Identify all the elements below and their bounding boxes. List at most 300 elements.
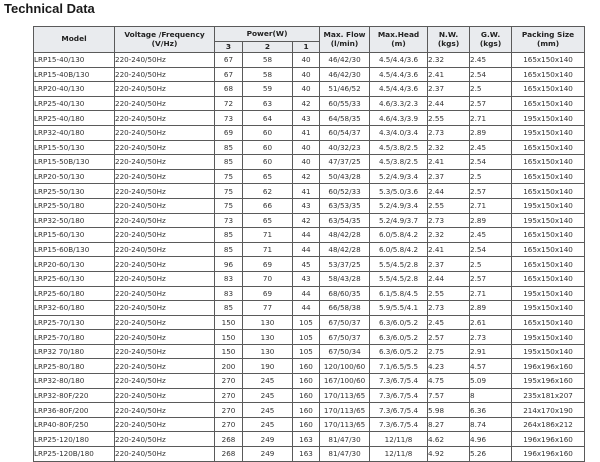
cell-power-2: 249 xyxy=(243,447,293,462)
table-row xyxy=(34,169,585,184)
cell-voltage: 220-240/50Hz xyxy=(115,417,215,432)
cell-voltage: 220-240/50Hz xyxy=(115,330,215,345)
cell-voltage: 220-240/50Hz xyxy=(115,301,215,316)
cell-power-2: 245 xyxy=(243,388,293,403)
cell-power-3: 75 xyxy=(215,169,243,184)
cell-voltage: 220-240/50Hz xyxy=(115,286,215,301)
cell-voltage: 220-240/50Hz xyxy=(115,155,215,170)
cell-power-2: 64 xyxy=(243,111,293,126)
cell-net-weight: 2.73 xyxy=(428,125,470,140)
cell-max-flow: 67/50/37 xyxy=(320,315,370,330)
cell-max-head: 4.5/3.8/2.5 xyxy=(370,155,428,170)
cell-power-2: 63 xyxy=(243,96,293,111)
cell-power-3: 67 xyxy=(215,53,243,68)
cell-max-head: 7.3/6.7/5.4 xyxy=(370,417,428,432)
cell-max-flow: 40/32/23 xyxy=(320,140,370,155)
cell-model: LRP40-80F/250 xyxy=(34,417,115,432)
cell-net-weight: 2.32 xyxy=(428,228,470,243)
cell-gross-weight: 2.54 xyxy=(470,155,512,170)
cell-voltage: 220-240/50Hz xyxy=(115,96,215,111)
header-power: Power(W) xyxy=(215,27,320,42)
cell-power-3: 85 xyxy=(215,155,243,170)
cell-power-1: 105 xyxy=(293,344,320,359)
cell-model: LRP25-60/130 xyxy=(34,271,115,286)
cell-net-weight: 5.98 xyxy=(428,403,470,418)
cell-packing-size: 195x150x140 xyxy=(512,344,585,359)
header-voltage: Voltage /Frequency (V/Hz) xyxy=(115,27,215,53)
cell-model: LRP25-120/180 xyxy=(34,432,115,447)
cell-max-head: 4.5/4.4/3.6 xyxy=(370,67,428,82)
cell-max-flow: 60/55/33 xyxy=(320,96,370,111)
cell-max-head: 6.0/5.8/4.2 xyxy=(370,242,428,257)
cell-max-head: 6.3/6.0/5.2 xyxy=(370,315,428,330)
cell-power-2: 65 xyxy=(243,213,293,228)
cell-power-3: 73 xyxy=(215,111,243,126)
cell-max-head: 4.5/3.8/2.5 xyxy=(370,140,428,155)
cell-voltage: 220-240/50Hz xyxy=(115,388,215,403)
table-row xyxy=(34,125,585,140)
table-row xyxy=(34,242,585,257)
cell-packing-size: 235x181x207 xyxy=(512,388,585,403)
cell-power-1: 160 xyxy=(293,403,320,418)
cell-max-flow: 58/43/28 xyxy=(320,271,370,286)
cell-model: LRP15-60B/130 xyxy=(34,242,115,257)
cell-max-head: 5.5/4.5/2.8 xyxy=(370,271,428,286)
cell-max-flow: 63/53/35 xyxy=(320,198,370,213)
cell-power-2: 249 xyxy=(243,432,293,447)
cell-max-flow: 66/58/38 xyxy=(320,301,370,316)
cell-net-weight: 4.92 xyxy=(428,447,470,462)
cell-power-3: 270 xyxy=(215,403,243,418)
table-row xyxy=(34,286,585,301)
table-row xyxy=(34,111,585,126)
cell-power-1: 44 xyxy=(293,301,320,316)
cell-voltage: 220-240/50Hz xyxy=(115,198,215,213)
table-row xyxy=(34,432,585,447)
cell-net-weight: 2.41 xyxy=(428,155,470,170)
cell-power-3: 73 xyxy=(215,213,243,228)
table-row xyxy=(34,257,585,272)
cell-packing-size: 165x150x140 xyxy=(512,155,585,170)
cell-voltage: 220-240/50Hz xyxy=(115,67,215,82)
cell-power-3: 67 xyxy=(215,67,243,82)
cell-max-head: 12/11/8 xyxy=(370,432,428,447)
cell-power-3: 270 xyxy=(215,374,243,389)
cell-gross-weight: 2.5 xyxy=(470,82,512,97)
cell-power-3: 200 xyxy=(215,359,243,374)
cell-max-head: 6.0/5.8/4.2 xyxy=(370,228,428,243)
cell-power-1: 44 xyxy=(293,228,320,243)
cell-power-1: 105 xyxy=(293,315,320,330)
cell-max-flow: 51/46/52 xyxy=(320,82,370,97)
cell-voltage: 220-240/50Hz xyxy=(115,447,215,462)
table-body xyxy=(34,53,585,462)
cell-power-1: 160 xyxy=(293,374,320,389)
cell-packing-size: 165x150x140 xyxy=(512,184,585,199)
cell-max-head: 5.2/4.9/3.4 xyxy=(370,198,428,213)
cell-max-flow: 47/37/25 xyxy=(320,155,370,170)
cell-gross-weight: 8.74 xyxy=(470,417,512,432)
cell-power-3: 85 xyxy=(215,228,243,243)
cell-model: LRP20-50/130 xyxy=(34,169,115,184)
cell-voltage: 220-240/50Hz xyxy=(115,184,215,199)
cell-model: LRP32-60/180 xyxy=(34,301,115,316)
cell-model: LRP15-40B/130 xyxy=(34,67,115,82)
cell-net-weight: 2.55 xyxy=(428,286,470,301)
cell-net-weight: 4.23 xyxy=(428,359,470,374)
cell-packing-size: 195x150x140 xyxy=(512,286,585,301)
cell-power-3: 69 xyxy=(215,125,243,140)
cell-max-flow: 46/42/30 xyxy=(320,53,370,68)
cell-voltage: 220-240/50Hz xyxy=(115,359,215,374)
cell-power-1: 40 xyxy=(293,53,320,68)
cell-voltage: 220-240/50Hz xyxy=(115,140,215,155)
cell-net-weight: 2.73 xyxy=(428,301,470,316)
cell-power-1: 42 xyxy=(293,96,320,111)
cell-model: LRP25-50/180 xyxy=(34,198,115,213)
cell-model: LRP36-80F/200 xyxy=(34,403,115,418)
cell-net-weight: 2.37 xyxy=(428,169,470,184)
table-row xyxy=(34,184,585,199)
cell-gross-weight: 2.45 xyxy=(470,228,512,243)
cell-gross-weight: 4.57 xyxy=(470,359,512,374)
cell-max-flow: 170/113/65 xyxy=(320,388,370,403)
cell-max-head: 6.1/5.8/4.5 xyxy=(370,286,428,301)
cell-gross-weight: 2.5 xyxy=(470,169,512,184)
table-row xyxy=(34,330,585,345)
cell-power-3: 83 xyxy=(215,286,243,301)
cell-power-1: 160 xyxy=(293,388,320,403)
table-row xyxy=(34,82,585,97)
cell-net-weight: 2.75 xyxy=(428,344,470,359)
cell-gross-weight: 2.71 xyxy=(470,198,512,213)
cell-power-2: 65 xyxy=(243,169,293,184)
table-row xyxy=(34,96,585,111)
cell-packing-size: 196x196x160 xyxy=(512,432,585,447)
cell-power-1: 40 xyxy=(293,155,320,170)
table-row xyxy=(34,359,585,374)
cell-max-flow: 60/54/37 xyxy=(320,125,370,140)
cell-model: LRP32-50/180 xyxy=(34,213,115,228)
cell-gross-weight: 5.09 xyxy=(470,374,512,389)
technical-data-table xyxy=(33,26,585,462)
cell-power-2: 60 xyxy=(243,140,293,155)
cell-power-1: 43 xyxy=(293,111,320,126)
cell-power-2: 60 xyxy=(243,155,293,170)
cell-max-head: 4.5/4.4/3.6 xyxy=(370,53,428,68)
cell-max-head: 5.2/4.9/3.7 xyxy=(370,213,428,228)
cell-gross-weight: 2.89 xyxy=(470,125,512,140)
header-power-speed-1: 1 xyxy=(293,42,320,53)
cell-max-flow: 63/54/35 xyxy=(320,213,370,228)
cell-packing-size: 165x150x140 xyxy=(512,315,585,330)
cell-max-flow: 68/60/35 xyxy=(320,286,370,301)
cell-net-weight: 2.55 xyxy=(428,198,470,213)
cell-power-2: 130 xyxy=(243,344,293,359)
cell-packing-size: 165x150x140 xyxy=(512,242,585,257)
cell-gross-weight: 5.26 xyxy=(470,447,512,462)
cell-power-2: 130 xyxy=(243,315,293,330)
table-row xyxy=(34,417,585,432)
cell-max-flow: 120/100/60 xyxy=(320,359,370,374)
cell-power-1: 40 xyxy=(293,67,320,82)
cell-model: LRP25-60/180 xyxy=(34,286,115,301)
cell-max-head: 4.5/4.4/3.6 xyxy=(370,82,428,97)
cell-net-weight: 2.45 xyxy=(428,315,470,330)
cell-net-weight: 2.55 xyxy=(428,111,470,126)
cell-power-3: 72 xyxy=(215,96,243,111)
cell-max-flow: 170/113/65 xyxy=(320,417,370,432)
table-row xyxy=(34,374,585,389)
cell-power-3: 150 xyxy=(215,344,243,359)
cell-max-head: 4.6/3.3/2.3 xyxy=(370,96,428,111)
cell-voltage: 220-240/50Hz xyxy=(115,374,215,389)
cell-model: LRP20-60/130 xyxy=(34,257,115,272)
cell-model: LRP20-40/130 xyxy=(34,82,115,97)
cell-max-head: 6.3/6.0/5.2 xyxy=(370,330,428,345)
cell-power-1: 163 xyxy=(293,432,320,447)
cell-model: LRP15-50B/130 xyxy=(34,155,115,170)
cell-max-flow: 64/58/35 xyxy=(320,111,370,126)
table-row xyxy=(34,301,585,316)
cell-max-flow: 67/50/37 xyxy=(320,330,370,345)
cell-gross-weight: 2.5 xyxy=(470,257,512,272)
cell-max-flow: 81/47/30 xyxy=(320,447,370,462)
cell-power-1: 44 xyxy=(293,286,320,301)
cell-packing-size: 165x150x140 xyxy=(512,82,585,97)
cell-max-head: 5.9/5.5/4.1 xyxy=(370,301,428,316)
cell-power-1: 160 xyxy=(293,359,320,374)
cell-gross-weight: 2.71 xyxy=(470,111,512,126)
cell-power-3: 68 xyxy=(215,82,243,97)
cell-gross-weight: 2.71 xyxy=(470,286,512,301)
cell-voltage: 220-240/50Hz xyxy=(115,82,215,97)
header-power-speed-3: 3 xyxy=(215,42,243,53)
cell-max-flow: 60/52/33 xyxy=(320,184,370,199)
page-title: Technical Data xyxy=(4,1,95,16)
table-row xyxy=(34,67,585,82)
table-row xyxy=(34,447,585,462)
cell-max-flow: 170/113/65 xyxy=(320,403,370,418)
cell-packing-size: 195x196x160 xyxy=(512,374,585,389)
cell-gross-weight: 2.54 xyxy=(470,67,512,82)
cell-power-3: 270 xyxy=(215,417,243,432)
cell-packing-size: 264x186x212 xyxy=(512,417,585,432)
cell-packing-size: 165x150x140 xyxy=(512,257,585,272)
cell-power-1: 41 xyxy=(293,125,320,140)
cell-max-head: 5.2/4.9/3.4 xyxy=(370,169,428,184)
cell-packing-size: 195x150x140 xyxy=(512,330,585,345)
cell-power-2: 245 xyxy=(243,374,293,389)
cell-max-flow: 50/43/28 xyxy=(320,169,370,184)
cell-net-weight: 8.27 xyxy=(428,417,470,432)
cell-power-3: 268 xyxy=(215,447,243,462)
cell-power-2: 71 xyxy=(243,228,293,243)
cell-packing-size: 165x150x140 xyxy=(512,67,585,82)
cell-gross-weight: 2.57 xyxy=(470,184,512,199)
cell-net-weight: 4.62 xyxy=(428,432,470,447)
cell-packing-size: 165x150x140 xyxy=(512,140,585,155)
table-row xyxy=(34,271,585,286)
cell-net-weight: 2.37 xyxy=(428,82,470,97)
cell-model: LRP32-40/180 xyxy=(34,125,115,140)
cell-packing-size: 195x150x140 xyxy=(512,125,585,140)
cell-model: LRP25-70/180 xyxy=(34,330,115,345)
cell-power-3: 75 xyxy=(215,184,243,199)
cell-max-flow: 46/42/30 xyxy=(320,67,370,82)
table-row xyxy=(34,388,585,403)
cell-gross-weight: 2.45 xyxy=(470,140,512,155)
cell-power-1: 40 xyxy=(293,82,320,97)
cell-packing-size: 165x150x140 xyxy=(512,96,585,111)
cell-model: LRP25-70/130 xyxy=(34,315,115,330)
cell-packing-size: 165x150x140 xyxy=(512,228,585,243)
cell-power-2: 66 xyxy=(243,198,293,213)
cell-power-3: 96 xyxy=(215,257,243,272)
cell-power-1: 40 xyxy=(293,140,320,155)
cell-max-flow: 53/37/25 xyxy=(320,257,370,272)
cell-power-2: 71 xyxy=(243,242,293,257)
cell-power-3: 150 xyxy=(215,315,243,330)
cell-power-3: 268 xyxy=(215,432,243,447)
header-power-speed-2: 2 xyxy=(243,42,293,53)
cell-voltage: 220-240/50Hz xyxy=(115,53,215,68)
cell-packing-size: 165x150x140 xyxy=(512,271,585,286)
cell-power-3: 83 xyxy=(215,271,243,286)
cell-max-head: 5.3/5.0/3.6 xyxy=(370,184,428,199)
cell-power-2: 59 xyxy=(243,82,293,97)
cell-max-flow: 67/50/34 xyxy=(320,344,370,359)
cell-max-head: 12/11/8 xyxy=(370,447,428,462)
table-row xyxy=(34,213,585,228)
cell-max-head: 4.3/4.0/3.4 xyxy=(370,125,428,140)
cell-power-1: 160 xyxy=(293,417,320,432)
cell-power-2: 70 xyxy=(243,271,293,286)
cell-gross-weight: 2.61 xyxy=(470,315,512,330)
cell-net-weight: 4.75 xyxy=(428,374,470,389)
header-max-flow: Max. Flow (l/min) xyxy=(320,27,370,53)
cell-voltage: 220-240/50Hz xyxy=(115,271,215,286)
header-net-weight: N.W. (kgs) xyxy=(428,27,470,53)
cell-model: LRP25-40/180 xyxy=(34,111,115,126)
cell-voltage: 220-240/50Hz xyxy=(115,111,215,126)
cell-power-1: 41 xyxy=(293,184,320,199)
cell-power-1: 45 xyxy=(293,257,320,272)
cell-net-weight: 2.73 xyxy=(428,213,470,228)
table-row xyxy=(34,315,585,330)
cell-net-weight: 2.44 xyxy=(428,271,470,286)
table-row xyxy=(34,403,585,418)
cell-power-2: 245 xyxy=(243,417,293,432)
cell-voltage: 220-240/50Hz xyxy=(115,125,215,140)
cell-packing-size: 165x150x140 xyxy=(512,53,585,68)
cell-power-3: 75 xyxy=(215,198,243,213)
cell-net-weight: 2.37 xyxy=(428,257,470,272)
cell-packing-size: 196x196x160 xyxy=(512,447,585,462)
cell-model: LRP32 70/180 xyxy=(34,344,115,359)
cell-packing-size: 196x196x160 xyxy=(512,359,585,374)
cell-gross-weight: 2.89 xyxy=(470,301,512,316)
cell-packing-size: 195x150x140 xyxy=(512,213,585,228)
cell-max-head: 4.6/4.3/3.9 xyxy=(370,111,428,126)
cell-power-2: 130 xyxy=(243,330,293,345)
cell-max-flow: 167/100/60 xyxy=(320,374,370,389)
cell-power-1: 105 xyxy=(293,330,320,345)
table-row xyxy=(34,198,585,213)
cell-model: LRP25-50/130 xyxy=(34,184,115,199)
cell-model: LRP15-40/130 xyxy=(34,53,115,68)
cell-net-weight: 2.41 xyxy=(428,67,470,82)
cell-max-head: 7.3/6.7/5.4 xyxy=(370,374,428,389)
cell-power-1: 42 xyxy=(293,169,320,184)
cell-voltage: 220-240/50Hz xyxy=(115,403,215,418)
cell-packing-size: 195x150x140 xyxy=(512,111,585,126)
cell-power-2: 62 xyxy=(243,184,293,199)
cell-power-2: 190 xyxy=(243,359,293,374)
cell-net-weight: 2.44 xyxy=(428,96,470,111)
header-max-head: Max.Head (m) xyxy=(370,27,428,53)
cell-power-1: 43 xyxy=(293,271,320,286)
cell-voltage: 220-240/50Hz xyxy=(115,213,215,228)
cell-model: LRP32-80/180 xyxy=(34,374,115,389)
cell-model: LRP15-50/130 xyxy=(34,140,115,155)
cell-max-flow: 48/42/28 xyxy=(320,228,370,243)
header-gross-weight: G.W. (kgs) xyxy=(470,27,512,53)
cell-max-flow: 48/42/28 xyxy=(320,242,370,257)
cell-net-weight: 2.44 xyxy=(428,184,470,199)
cell-gross-weight: 8 xyxy=(470,388,512,403)
cell-voltage: 220-240/50Hz xyxy=(115,315,215,330)
cell-net-weight: 2.41 xyxy=(428,242,470,257)
cell-power-3: 85 xyxy=(215,242,243,257)
cell-power-2: 60 xyxy=(243,125,293,140)
table-row xyxy=(34,53,585,68)
cell-power-2: 69 xyxy=(243,257,293,272)
cell-power-2: 69 xyxy=(243,286,293,301)
cell-net-weight: 2.32 xyxy=(428,140,470,155)
header-model: Model xyxy=(34,27,115,53)
cell-power-1: 42 xyxy=(293,213,320,228)
cell-power-3: 85 xyxy=(215,301,243,316)
cell-voltage: 220-240/50Hz xyxy=(115,432,215,447)
cell-power-1: 44 xyxy=(293,242,320,257)
cell-packing-size: 214x170x190 xyxy=(512,403,585,418)
cell-power-2: 77 xyxy=(243,301,293,316)
cell-max-head: 6.3/6.0/5.2 xyxy=(370,344,428,359)
cell-gross-weight: 2.45 xyxy=(470,53,512,68)
table-row xyxy=(34,228,585,243)
cell-gross-weight: 2.91 xyxy=(470,344,512,359)
cell-gross-weight: 2.57 xyxy=(470,96,512,111)
cell-power-1: 43 xyxy=(293,198,320,213)
cell-max-head: 7.1/6.5/5.5 xyxy=(370,359,428,374)
cell-power-3: 85 xyxy=(215,140,243,155)
cell-gross-weight: 2.73 xyxy=(470,330,512,345)
cell-packing-size: 165x150x140 xyxy=(512,169,585,184)
cell-max-flow: 81/47/30 xyxy=(320,432,370,447)
cell-voltage: 220-240/50Hz xyxy=(115,242,215,257)
cell-model: LRP25-120B/180 xyxy=(34,447,115,462)
cell-gross-weight: 2.54 xyxy=(470,242,512,257)
table-row xyxy=(34,344,585,359)
cell-model: LRP15-60/130 xyxy=(34,228,115,243)
cell-gross-weight: 4.96 xyxy=(470,432,512,447)
cell-model: LRP25-40/130 xyxy=(34,96,115,111)
table-row xyxy=(34,140,585,155)
cell-power-1: 163 xyxy=(293,447,320,462)
cell-power-3: 150 xyxy=(215,330,243,345)
cell-gross-weight: 2.89 xyxy=(470,213,512,228)
